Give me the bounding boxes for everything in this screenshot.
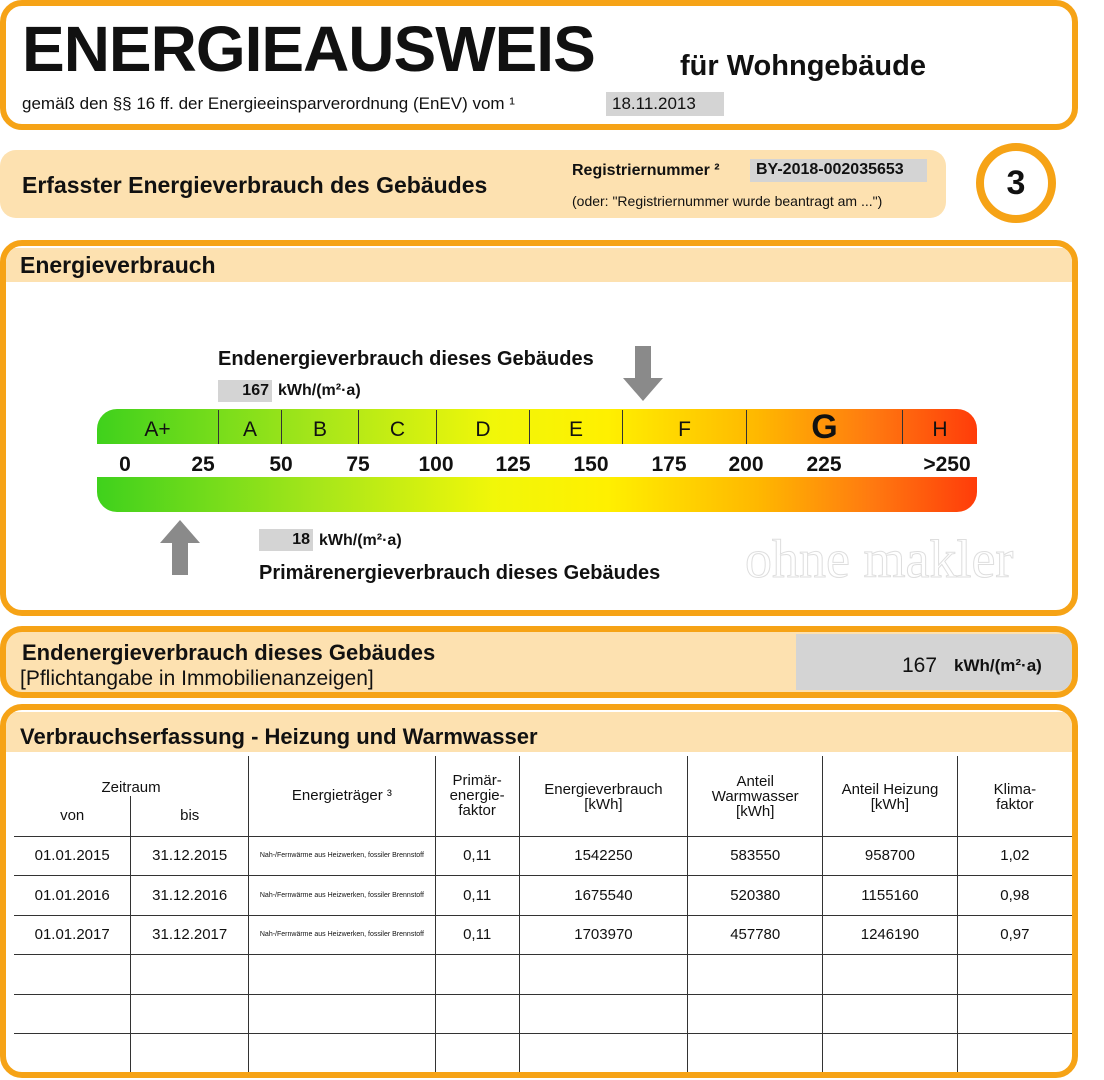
- registration-note: (oder: "Registriernummer wurde beantragt am ..."): [572, 193, 883, 209]
- cell-primaerenergiefaktor: [435, 1034, 519, 1074]
- cell-von: [14, 1034, 131, 1074]
- table-row: [14, 955, 1072, 995]
- cell-primaerenergiefaktor: 0,11: [435, 915, 519, 955]
- energy-class-a: A: [218, 410, 281, 444]
- table-row: [14, 915, 1072, 955]
- end-energy-unit: kWh/(m²·a): [278, 382, 361, 399]
- summary-box: [0, 626, 1078, 698]
- cell-anteil-warmwasser: 583550: [688, 836, 823, 876]
- cell-bis: 31.12.2017: [131, 915, 249, 955]
- table-row: [14, 876, 1072, 916]
- cell-bis: [131, 955, 249, 995]
- primary-energy-label: Primärenergieverbrauch dieses Gebäudes: [259, 562, 661, 584]
- summary-title: Endenergieverbrauch dieses Gebäudes: [22, 640, 436, 665]
- cell-bis: 31.12.2016: [131, 876, 249, 916]
- energy-heading: Energieverbrauch: [20, 252, 216, 278]
- scale-tick-label: 175: [651, 453, 687, 476]
- header-klimafaktor: Klima- faktor: [957, 756, 1072, 836]
- cell-anteil-heizung: [823, 1034, 958, 1074]
- cell-von: 01.01.2016: [14, 876, 131, 916]
- cell-energieverbrauch: 1542250: [519, 836, 688, 876]
- scale-tick-label: 100: [418, 453, 454, 476]
- primary-energy-value: 18: [259, 529, 313, 551]
- cell-energieverbrauch: 1675540: [519, 876, 688, 916]
- cell-klimafaktor: [957, 1034, 1072, 1074]
- energy-class-e: E: [529, 410, 622, 444]
- cell-anteil-warmwasser: [688, 994, 823, 1034]
- cell-primaerenergiefaktor: [435, 994, 519, 1034]
- cell-anteil-heizung: [823, 955, 958, 995]
- consumption-table: [14, 756, 1072, 1074]
- cell-anteil-warmwasser: 457780: [688, 915, 823, 955]
- energy-class-a-plus: A+: [144, 418, 171, 441]
- cell-klimafaktor: 0,97: [957, 915, 1072, 955]
- scale-tick-label: 200: [728, 453, 764, 476]
- enev-date: 18.11.2013: [606, 92, 724, 116]
- cell-klimafaktor: 0,98: [957, 876, 1072, 916]
- cell-bis: 31.12.2015: [131, 836, 249, 876]
- cell-energietraeger: Nah-/Fernwärme aus Heizwerken, fossiler Brennstoff: [249, 836, 436, 876]
- scale-tick-label: 225: [806, 453, 842, 476]
- cell-bis: [131, 994, 249, 1034]
- legal-basis: gemäß den §§ 16 ff. der Energieeinsparverordnung (EnEV) vom ¹: [22, 94, 515, 113]
- header-von: von: [14, 796, 131, 836]
- energy-class-d: D: [436, 410, 529, 444]
- cell-von: [14, 955, 131, 995]
- section-bar: [0, 150, 946, 218]
- end-energy-value: 167: [218, 380, 272, 402]
- cell-anteil-heizung: 958700: [823, 836, 958, 876]
- energy-class-b: B: [281, 410, 358, 444]
- cell-von: 01.01.2015: [14, 836, 131, 876]
- cell-anteil-heizung: 1155160: [823, 876, 958, 916]
- primary-energy-arrow-icon: [160, 520, 200, 575]
- cell-klimafaktor: [957, 994, 1072, 1034]
- energy-class-c: C: [358, 410, 436, 444]
- cell-bis: [131, 1034, 249, 1074]
- cell-energietraeger: Nah-/Fernwärme aus Heizwerken, fossiler Brennstoff: [249, 915, 436, 955]
- consumption-box: [0, 704, 1078, 1078]
- cell-energietraeger: Nah-/Fernwärme aus Heizwerken, fossiler Brennstoff: [249, 876, 436, 916]
- energy-class-h: H: [902, 410, 977, 444]
- header-energietraeger: Energieträger ³: [249, 756, 436, 836]
- energy-class-f: F: [622, 410, 746, 444]
- cell-energietraeger: [249, 955, 436, 995]
- table-row: [14, 836, 1072, 876]
- page-number-badge: 3: [976, 143, 1056, 223]
- table-row: [14, 994, 1072, 1034]
- cell-klimafaktor: 1,02: [957, 836, 1072, 876]
- end-energy-label: Endenergieverbrauch dieses Gebäudes: [218, 348, 594, 370]
- header-anteil-warmwasser: Anteil Warmwasser [kWh]: [688, 756, 823, 836]
- table-heading: Verbrauchserfassung - Heizung und Warmwasser: [20, 724, 538, 749]
- cell-anteil-heizung: [823, 994, 958, 1034]
- table-row: [14, 1034, 1072, 1074]
- primary-energy-unit: kWh/(m²·a): [319, 532, 402, 549]
- scale-tick-label: 150: [573, 453, 609, 476]
- cell-energietraeger: [249, 994, 436, 1034]
- header-zeitraum: Zeitraum: [14, 756, 249, 796]
- energy-class-g: G: [746, 410, 902, 444]
- header-anteil-heizung: Anteil Heizung [kWh]: [823, 756, 958, 836]
- registration-label: Registriernummer ²: [572, 162, 720, 179]
- scale-tick-label: 50: [269, 453, 293, 476]
- cell-anteil-warmwasser: [688, 1034, 823, 1074]
- cell-primaerenergiefaktor: 0,11: [435, 836, 519, 876]
- header-box: [0, 0, 1078, 130]
- cell-energieverbrauch: [519, 1034, 688, 1074]
- cell-primaerenergiefaktor: 0,11: [435, 876, 519, 916]
- cell-anteil-warmwasser: [688, 955, 823, 995]
- document-title: ENERGIEAUSWEIS: [22, 13, 595, 85]
- registration-number: BY-2018-002035653: [750, 159, 927, 182]
- cell-anteil-heizung: 1246190: [823, 915, 958, 955]
- end-energy-arrow-icon: [623, 346, 663, 401]
- scale-tick-label: 0: [119, 453, 131, 476]
- cell-primaerenergiefaktor: [435, 955, 519, 995]
- cell-von: 01.01.2017: [14, 915, 131, 955]
- cell-energietraeger: [249, 1034, 436, 1074]
- summary-note: [Pflichtangabe in Immobilienanzeigen]: [20, 667, 374, 690]
- summary-value: 167: [902, 654, 938, 677]
- section-title: Erfasster Energieverbrauch des Gebäudes: [22, 172, 488, 198]
- header-primaerenergiefaktor: Primär- energie- faktor: [435, 756, 519, 836]
- scale-tick-label: 75: [346, 453, 370, 476]
- cell-energieverbrauch: 1703970: [519, 915, 688, 955]
- scale-tick-label: >250: [923, 453, 971, 476]
- watermark: ohne makler: [745, 529, 1014, 589]
- cell-anteil-warmwasser: 520380: [688, 876, 823, 916]
- cell-von: [14, 994, 131, 1034]
- cell-energieverbrauch: [519, 955, 688, 995]
- summary-unit: kWh/(m²·a): [954, 656, 1042, 675]
- scale-tick-label: 25: [191, 453, 215, 476]
- scale-tick-label: 125: [495, 453, 531, 476]
- cell-energieverbrauch: [519, 994, 688, 1034]
- header-bis: bis: [131, 796, 249, 836]
- document-subtitle: für Wohngebäude: [680, 50, 926, 82]
- efficiency-scale-bottom: [97, 477, 977, 512]
- header-energieverbrauch: Energieverbrauch [kWh]: [519, 756, 688, 836]
- cell-klimafaktor: [957, 955, 1072, 995]
